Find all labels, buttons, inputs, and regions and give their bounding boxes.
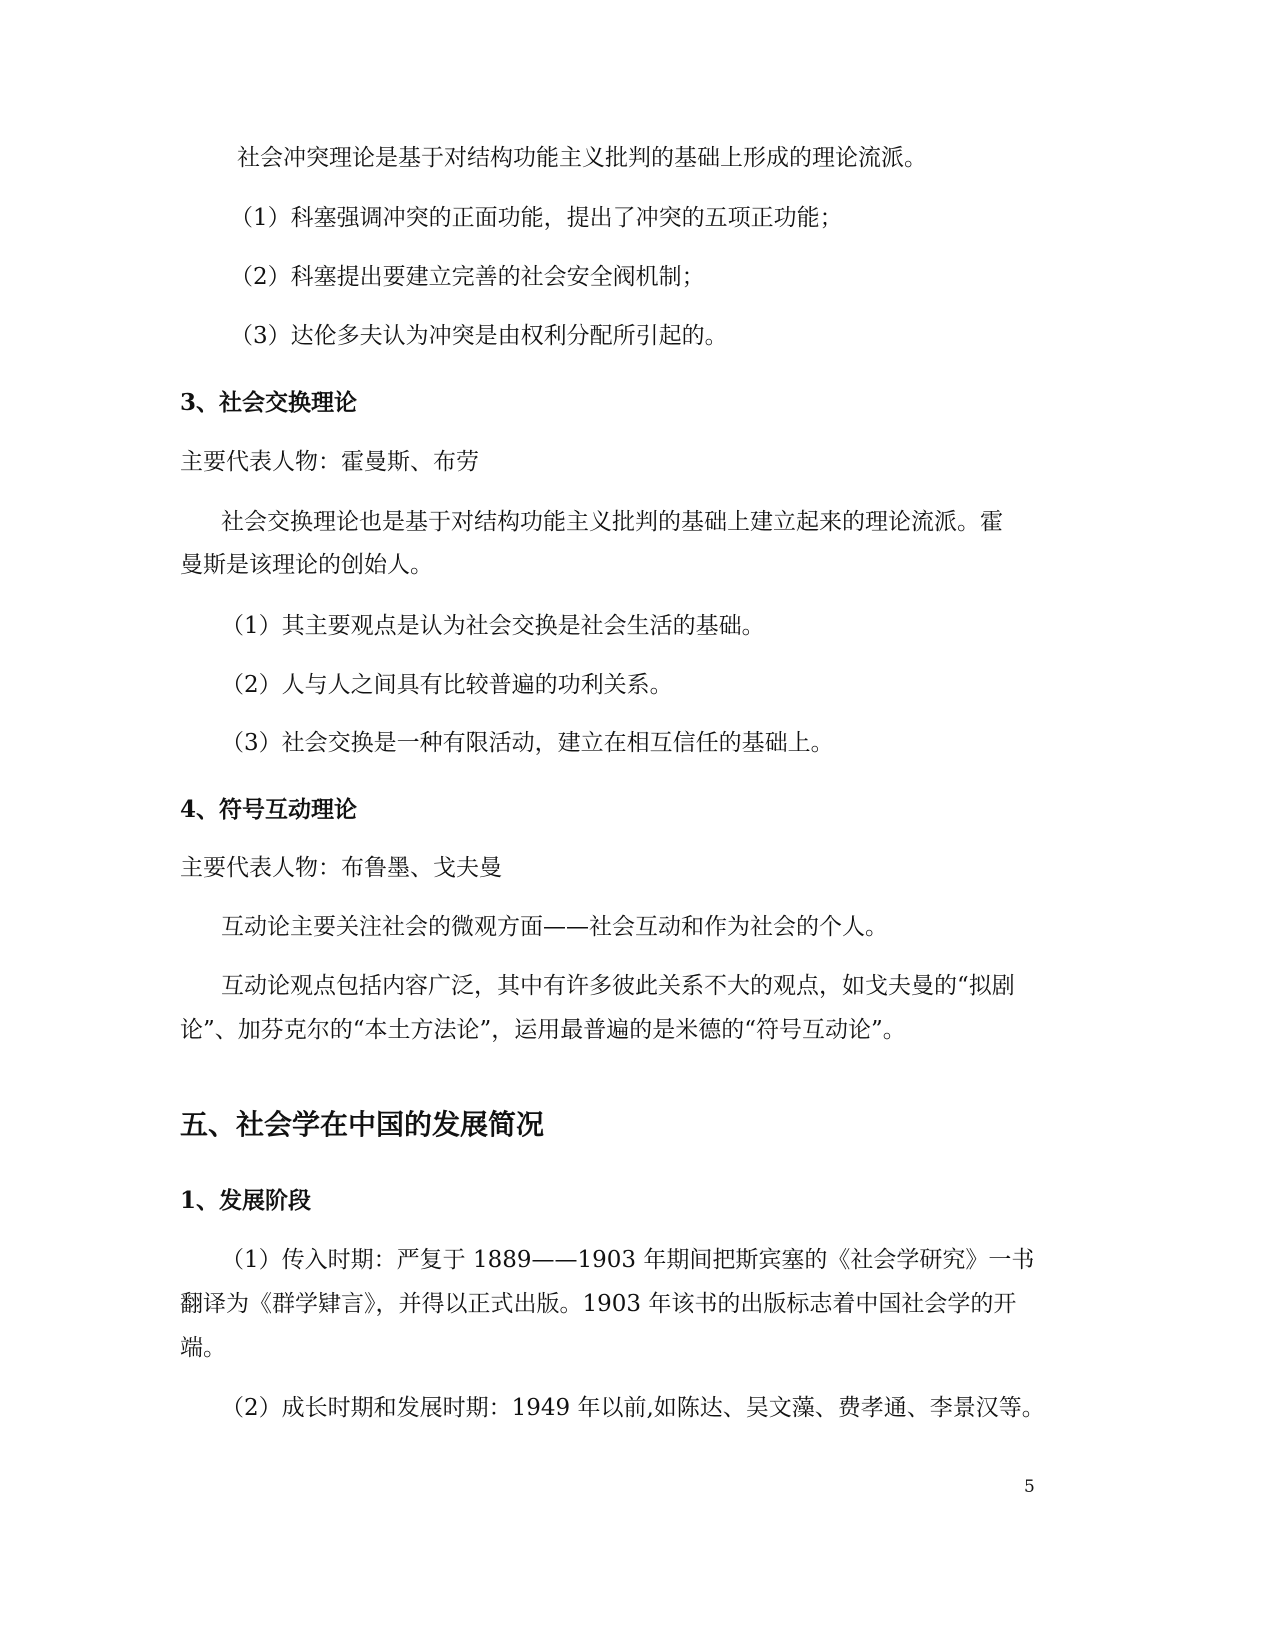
exchange-representatives: 主要代表人物：霍曼斯、布劳 [180,449,479,475]
exchange-intro-line-2: 曼斯是该理论的创始人。 [180,552,433,578]
conflict-intro: 社会冲突理论是基于对结构功能主义批判的基础上形成的理论流派。 [237,145,927,171]
exchange-point-1: （1）其主要观点是认为社会交换是社会生活的基础。 [221,613,765,639]
symbolic-heading: 4、符号互动理论 [180,796,358,823]
symbolic-para-2-line-1: 互动论观点包括内容广泛，其中有许多彼此关系不大的观点，如戈夫曼的“拟剧 [221,973,1015,999]
stage-1-line-2: 翻译为《群学肄言》，并得以正式出版。1903 年该书的出版标志着中国社会学的开 [180,1291,1017,1317]
stage-2: （2）成长时期和发展时期：1949 年以前,如陈达、吴文藻、费孝通、李景汉等。 [221,1395,1045,1421]
exchange-point-2: （2）人与人之间具有比较普遍的功利关系。 [221,672,673,698]
page-number: 5 [1024,1477,1035,1497]
development-stages-heading: 1、发展阶段 [180,1187,312,1214]
conflict-point-1: （1）科塞强调冲突的正面功能，提出了冲突的五项正功能； [230,205,843,231]
symbolic-para-1: 互动论主要关注社会的微观方面——社会互动和作为社会的个人。 [221,914,888,940]
exchange-intro-line-1: 社会交换理论也是基于对结构功能主义批判的基础上建立起来的理论流派。霍 [221,509,1003,535]
conflict-point-3: （3）达伦多夫认为冲突是由权利分配所引起的。 [230,323,728,349]
conflict-point-2: （2）科塞提出要建立完善的社会安全阀机制； [230,264,705,290]
symbolic-para-2-line-2: 论”、加芬克尔的“本土方法论”，运用最普遍的是米德的“符号互动论”。 [180,1017,906,1043]
stage-1-line-3: 端。 [180,1335,226,1361]
china-section-heading: 五、社会学在中国的发展简况 [180,1108,545,1141]
symbolic-representatives: 主要代表人物：布鲁墨、戈夫曼 [180,855,502,881]
exchange-heading: 3、社会交换理论 [180,389,358,416]
exchange-point-3: （3）社会交换是一种有限活动，建立在相互信任的基础上。 [221,730,834,756]
stage-1-line-1: （1）传入时期：严复于 1889——1903 年期间把斯宾塞的《社会学研究》一书 [221,1247,1035,1273]
